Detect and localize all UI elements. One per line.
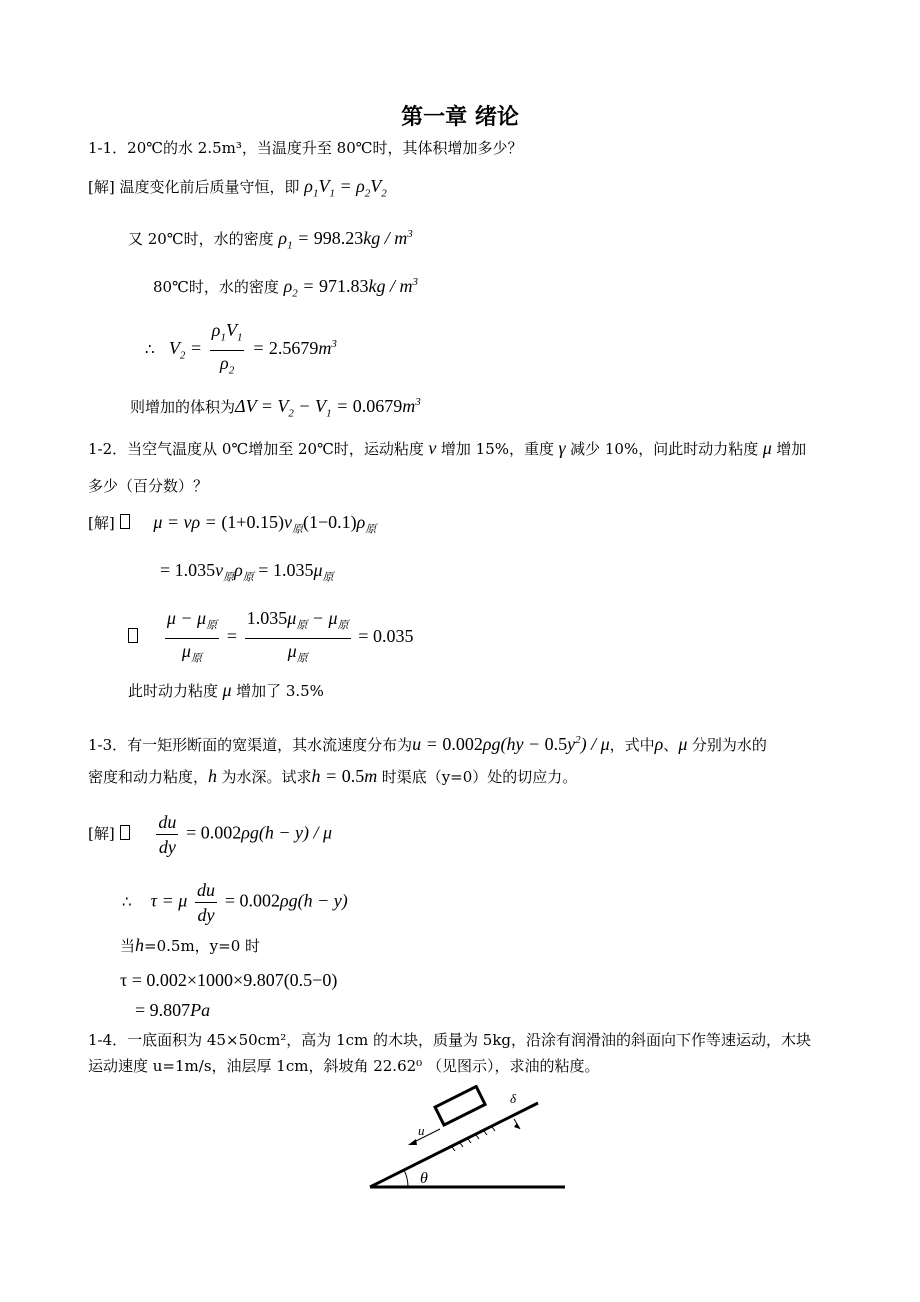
q13-part5: 为水深。试求 [221, 768, 312, 786]
q13-part6: 时渠底（y=0）处的切应力。 [381, 768, 578, 786]
conclusion-1-2: 此时动力粘度 μ 增加了 3.5% [128, 680, 324, 700]
incline-figure [360, 1085, 580, 1200]
placeholder-box-icon [120, 825, 130, 840]
oil-hatching [452, 1127, 495, 1151]
result-1-2: 0.035 [372, 626, 414, 647]
rho2-label: 80℃时，水的密度 [153, 278, 279, 296]
solution-1-3-calc: τ = 0.002×1000×9.807(0.5−0) [120, 970, 338, 990]
wooden-block [435, 1087, 485, 1125]
solution-1-3-result [135, 1000, 210, 1021]
delta-label: δ [510, 1091, 517, 1106]
question-1-3-line1: 1-3．有一矩形断面的宽渠道，其水流速度分布为$u = 0.002\rho g(hy - 0.5y^2) / \mu$，式中ρ、μ 分别为水的 [88, 734, 767, 754]
q12-part4: 增加 [776, 440, 807, 458]
solution-label: [解] [88, 178, 115, 196]
solution-label: [解] [88, 824, 115, 843]
solution-1-1-intro [88, 176, 387, 204]
solution-1-3-condition: 当h=0.5m，y=0 时 [120, 935, 261, 955]
question-1-4-line2: 运动速度 u=1m/s，油层厚 1cm，斜坡角 22.62⁰ （见图示），求油的粘度。 [88, 1057, 600, 1075]
v2-value: 2.5679 [268, 338, 319, 359]
solution-label: [解] [88, 514, 115, 532]
when-label: 当 [120, 937, 136, 955]
solution-1-3-line1: [解] $\frac{du}{dy}$ = 0.002ρg(h − y) / μ [88, 812, 333, 857]
volume-increase-line: 则增加的体积为$\Delta V = V_2 - V_1 = 0.0679m^3$ [130, 396, 421, 420]
result-value: = 9.807 [135, 1000, 191, 1020]
rho1-line: 又 20℃时，水的密度 $\rho_1 = 998.23kg / m^3$ [128, 228, 413, 252]
placeholder-box-icon [120, 514, 130, 529]
therefore-symbol: ∴ [122, 892, 132, 911]
solution-text: 温度变化前后质量守恒，即 [119, 178, 300, 196]
question-1-4-line1: 1-4．一底面积为 45×50cm²，高为 1cm 的木块，质量为 5kg，沿涂有润滑油的斜面向下作等速运动，木块 [88, 1031, 812, 1049]
question-1-2-line1: 1-2．当空气温度从 0℃增加至 20℃时，运动粘度 ν 增加 15%，重度 γ 减少 10%，问此时动力粘度 μ 增加 [88, 438, 807, 458]
therefore-symbol: ∴ [145, 340, 155, 359]
placeholder-box-icon [128, 628, 138, 643]
question-1-1: 1-1．20℃的水 2.5m³，当温度升至 80℃时，其体积增加多少？ [88, 139, 523, 157]
q13-part1: 1-3．有一矩形断面的宽渠道，其水流速度分布为 [88, 736, 413, 754]
increase-label: 则增加的体积为 [130, 398, 236, 416]
q12-part1: 1-2．当空气温度从 0℃增加至 20℃时，运动粘度 [88, 440, 424, 458]
solution-1-2-line3: $\frac{\mu - \mu_原}{\mu_原}$ = $\frac{1.035\mu_原 - \mu_原}{\mu_原}$ = 0.035 [128, 606, 413, 670]
conclusion-part1: 此时动力粘度 [128, 682, 219, 700]
angle-arc [404, 1170, 408, 1187]
result-unit: Pa [190, 1000, 211, 1020]
mass-conservation-eq: $\rho_1V_1 = \rho_2V_2$ [304, 176, 387, 200]
question-1-2-line2: 多少（百分数）？ [88, 477, 209, 495]
solution-1-3-line2: ∴ τ = μ $\frac{du}{dy}$ = 0.002ρg(h − y) [122, 880, 348, 925]
q12-part3: 减少 10%，问此时动力粘度 [570, 440, 759, 458]
theta-label: θ [420, 1170, 428, 1187]
when-values: =0.5m，y=0 时 [144, 937, 261, 955]
question-1-3-line2: 密度和动力粘度，h 为水深。试求h = 0.5m 时渠底（y=0）处的切应力。 [88, 766, 578, 786]
conclusion-part2: 增加了 3.5% [236, 682, 324, 700]
v2-line: ∴ $V_2$ = $\frac{\rho_1V_1}{\rho_2}$ = $2.5679m^3$ [145, 318, 337, 382]
q13-part3: 分别为水的 [691, 736, 767, 754]
rho1-value: 998.23 [313, 228, 364, 248]
rho2-value: 971.83 [318, 276, 369, 296]
dv-value: 0.0679 [352, 396, 403, 416]
solution-1-2-line2: = $1.035\nu_原\rho_原 = 1.035\mu_原$ [160, 560, 334, 584]
rho2-line: 80℃时，水的密度 $\rho_2 = 971.83kg / m^3$ [153, 276, 418, 300]
q12-part2: 增加 15%，重度 [440, 440, 554, 458]
rho1-label: 又 20℃时，水的密度 [128, 230, 274, 248]
q13-part2: ，式中 [609, 736, 655, 754]
q13-part4: 密度和动力粘度， [88, 768, 209, 786]
v2-fraction: $\frac{\rho_1V_1}{\rho_2}$ [211, 320, 243, 377]
solution-1-2-line1: [解] $\mu = \nu\rho = (1+0.15)\nu_原(1-0.1)\rho_原$ [88, 512, 377, 536]
chapter-title: 第一章 绪论 [401, 105, 519, 130]
u-label: u [418, 1123, 425, 1138]
